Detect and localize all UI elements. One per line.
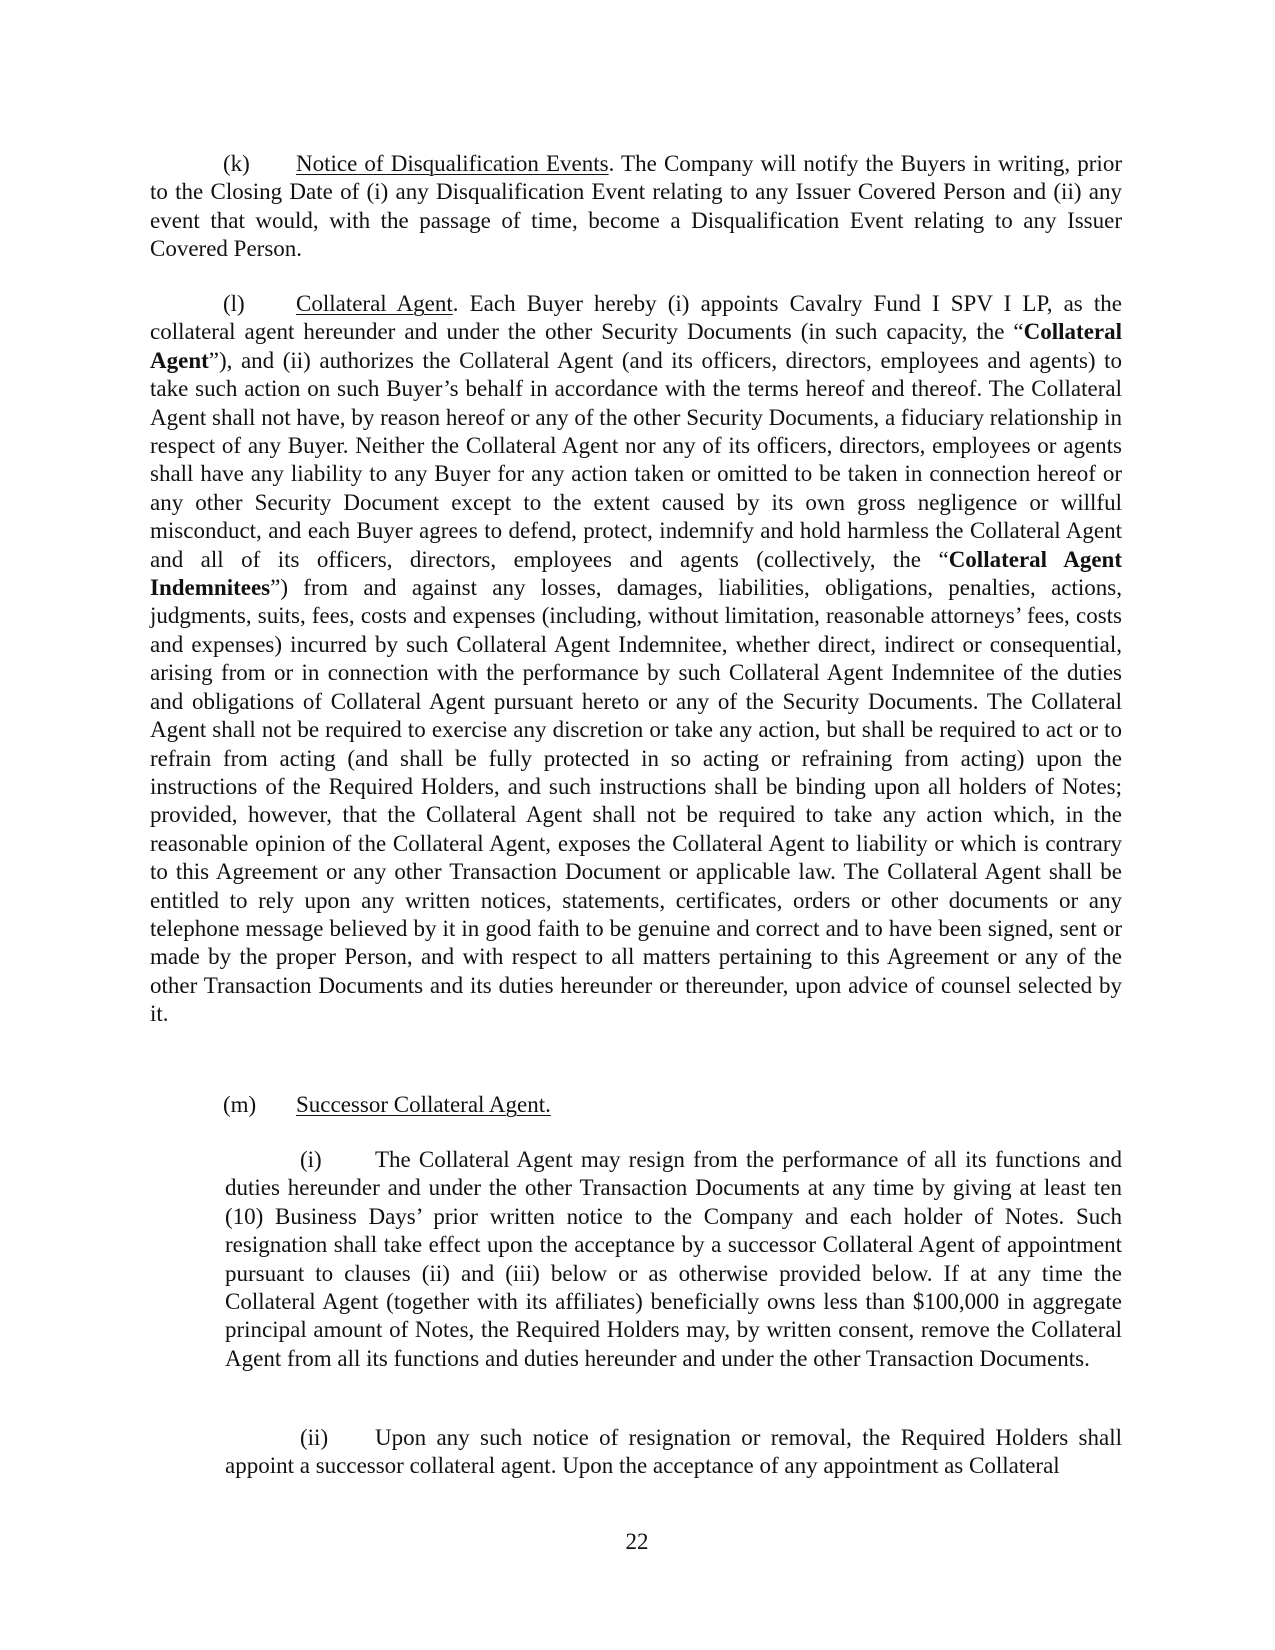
section-l-text-1: . Each Buyer hereby (i) appoints Cavalry Fund I SPV I LP, as the collateral agent hereunder and under the other Security Documents (in such capacity, the “ — [150, 291, 1122, 345]
section-k-label: (k) — [223, 151, 250, 176]
section-m-ii-label: (ii) — [300, 1425, 329, 1450]
section-l-label: (l) — [223, 291, 245, 316]
section-l-paragraph — [150, 290, 1122, 1029]
defined-term-collateral-agent: Collateral Agent — [150, 319, 1122, 373]
section-l-text-3: ”) from and against any losses, damages, liabilities, obligations, penalties, actions, judgments, suits, fees, costs and expenses (including, without limitation, reasonable attorneys’ fees, costs and expenses) incurred by such Collateral Agent Indemnitee, whether direct, indirect or consequential, arising from or in connection with the performance by such Collateral Agent Indemnitee of the duties and obligations of Collateral Agent pursuant hereto or any of the Security Documents. The Collateral Agent shall not be required to exercise any discretion or take any action, but shall be required to act or to refrain from acting (and shall be fully protected in so acting or refraining from acting) upon the instructions of the Required Holders, and such instructions shall be binding upon all holders of Notes; provided, however, that the Collateral Agent shall not be required to take any action which, in the reasonable opinion of the Collateral Agent, exposes the Collateral Agent to liability or which is contrary to this Agreement or any other Transaction Document or applicable law. The Collateral Agent shall be entitled to rely upon any written notices, statements, certificates, orders or other documents or any telephone message believed by it in good faith to be genuine and correct and to have been signed, sent or made by the proper Person, and with respect to all matters pertaining to this Agreement or any of the other Transaction Documents and its duties hereunder or thereunder, upon advice of counsel selected by it. — [150, 575, 1122, 1027]
section-m-ii-text: Upon any such notice of resignation or removal, the Required Holders shall appoint a successor collateral agent. Upon the acceptance of any appointment as Collateral — [225, 1425, 1122, 1479]
section-l-text-2: ”), and (ii) authorizes the Collateral Agent (and its officers, directors, employees and agents) to take such action on such Buyer’s behalf in accordance with the terms hereof and thereof. The Collateral Agent shall not have, by reason hereof or any of the other Security Documents, a fiduciary relationship in respect of any Buyer. Neither the Collateral Agent nor any of its officers, directors, employees or agents shall have any liability to any Buyer for any action taken or omitted to be taken in connection hereof or any other Security Document except to the extent caused by its own gross negligence or willful misconduct, and each Buyer agrees to defend, protect, indemnify and hold harmless the Collateral Agent and all of its officers, directors, employees and agents (collectively, the “ — [150, 347, 1122, 572]
section-k-text: . The Company will notify the Buyers in writing, prior to the Closing Date of (i) any Disqualification Event relating to any Issuer Covered Person and (ii) any event that would, with the passage of time, become a Disqualification Event relating to any Issuer Covered Person. — [150, 151, 1122, 262]
section-m-heading: Successor Collateral Agent. — [296, 1092, 551, 1117]
page-number: 22 — [625, 1529, 649, 1554]
section-l-heading: Collateral Agent — [296, 291, 453, 316]
section-m-label: (m) — [223, 1092, 257, 1117]
section-m-i-text: The Collateral Agent may resign from the performance of all its functions and duties hereunder and under the other Transaction Documents at any time by giving at least ten (10) Business Days’ prior written notice to the Company and each holder of Notes. Such resignation shall take effect upon the acceptance by a successor Collateral Agent of appointment pursuant to clauses (ii) and (iii) below or as otherwise provided below. If at any time the Collateral Agent (together with its affiliates) beneficially owns less than $100,000 in aggregate principal amount of Notes, the Required Holders may, by written consent, remove the Collateral Agent from all its functions and duties hereunder and under the other Transaction Documents. — [225, 1147, 1122, 1371]
section-m-ii-paragraph — [225, 1424, 1122, 1481]
section-m-i-paragraph — [225, 1146, 1122, 1373]
section-m-paragraph — [150, 1091, 1122, 1119]
section-k-heading: Notice of Disqualification Events — [296, 151, 609, 176]
defined-term-collateral-agent-indemnitees: Collateral Agent Indemnitees — [150, 546, 1122, 601]
section-m-i-label: (i) — [300, 1147, 322, 1172]
section-k-paragraph — [150, 150, 1122, 264]
